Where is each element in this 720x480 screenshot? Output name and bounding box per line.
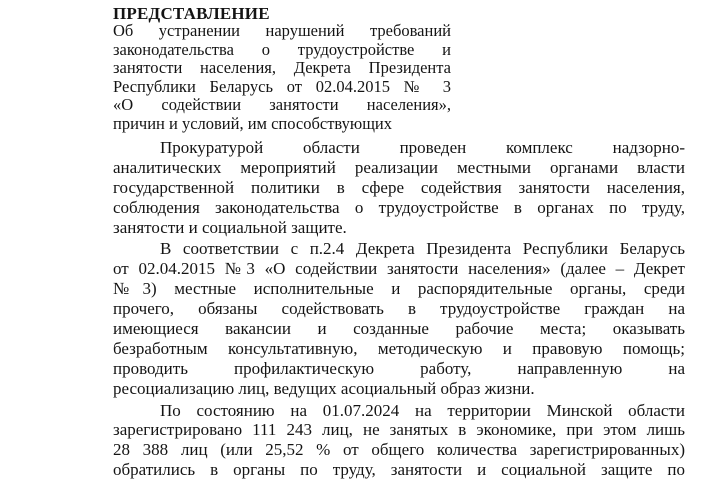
subject-line: причин и условий, им способствующих [113,113,393,133]
paragraph-line: соблюдения законодательства о трудоустройстве в органах по труду, [113,197,685,217]
paragraph-line: проводить профилактическую работу, направленную на [113,358,685,378]
paragraph-decree-obligations [113,239,685,398]
paragraph-line: прочего, обязаны содействовать в трудоустройстве граждан на [113,299,685,319]
paragraph-line: В соответствии с п.2.4 Декрета Президента Республики Беларусь [160,239,685,259]
paragraph-line: безработным консультативную, методическую и правовую помощь; [113,338,685,358]
paragraph-line: 28 388 лиц (или 25,52 % от общего количества зарегистрированных) [113,440,685,460]
subject-line: законодательства о трудоустройстве и [113,39,451,59]
paragraph-line: государственной политики в сфере содействия занятости населения, [113,177,685,197]
paragraph-line: ресоциализацию лиц, ведущих асоциальный образ жизни. [113,378,535,398]
paragraph-line: Прокуратурой области проведен комплекс надзорно- [160,138,685,157]
document-subject [113,22,451,134]
paragraph-line: обратились в органы по труду, занятости и социальной защите по [113,460,685,480]
document-body [113,138,685,480]
subject-line: Республики Беларусь от 02.04.2015 № 3 [113,76,451,96]
paragraph-line: №3) местные исполнительные и распорядительные органы, среди [113,279,685,299]
paragraph-prosecutor-review [113,138,685,237]
paragraph-statistics [113,401,685,480]
paragraph-line: имеющиеся вакансии и созданные рабочие места; оказывать [113,319,685,339]
paragraph-line: от 02.04.2015 №3 «О содействии занятости населения» (далее – Декрет [113,259,685,279]
paragraph-line: По состоянию на 01.07.2024 на территории Минской области [160,400,685,420]
subject-line: Об устранении нарушений требований [113,21,451,40]
document-title: ПРЕДСТАВЛЕНИЕ [113,4,270,23]
paragraph-line: аналитических мероприятий реализации местными органами власти [113,157,685,177]
paragraph-line: зарегистрировано 111 243 лиц, не занятых в экономике, при этом лишь [113,420,685,440]
paragraph-line: занятости и социальной защите. [113,217,347,237]
subject-line: «О содействии занятости населения», [113,95,451,115]
subject-line: занятости населения, Декрета Президента [113,58,451,78]
